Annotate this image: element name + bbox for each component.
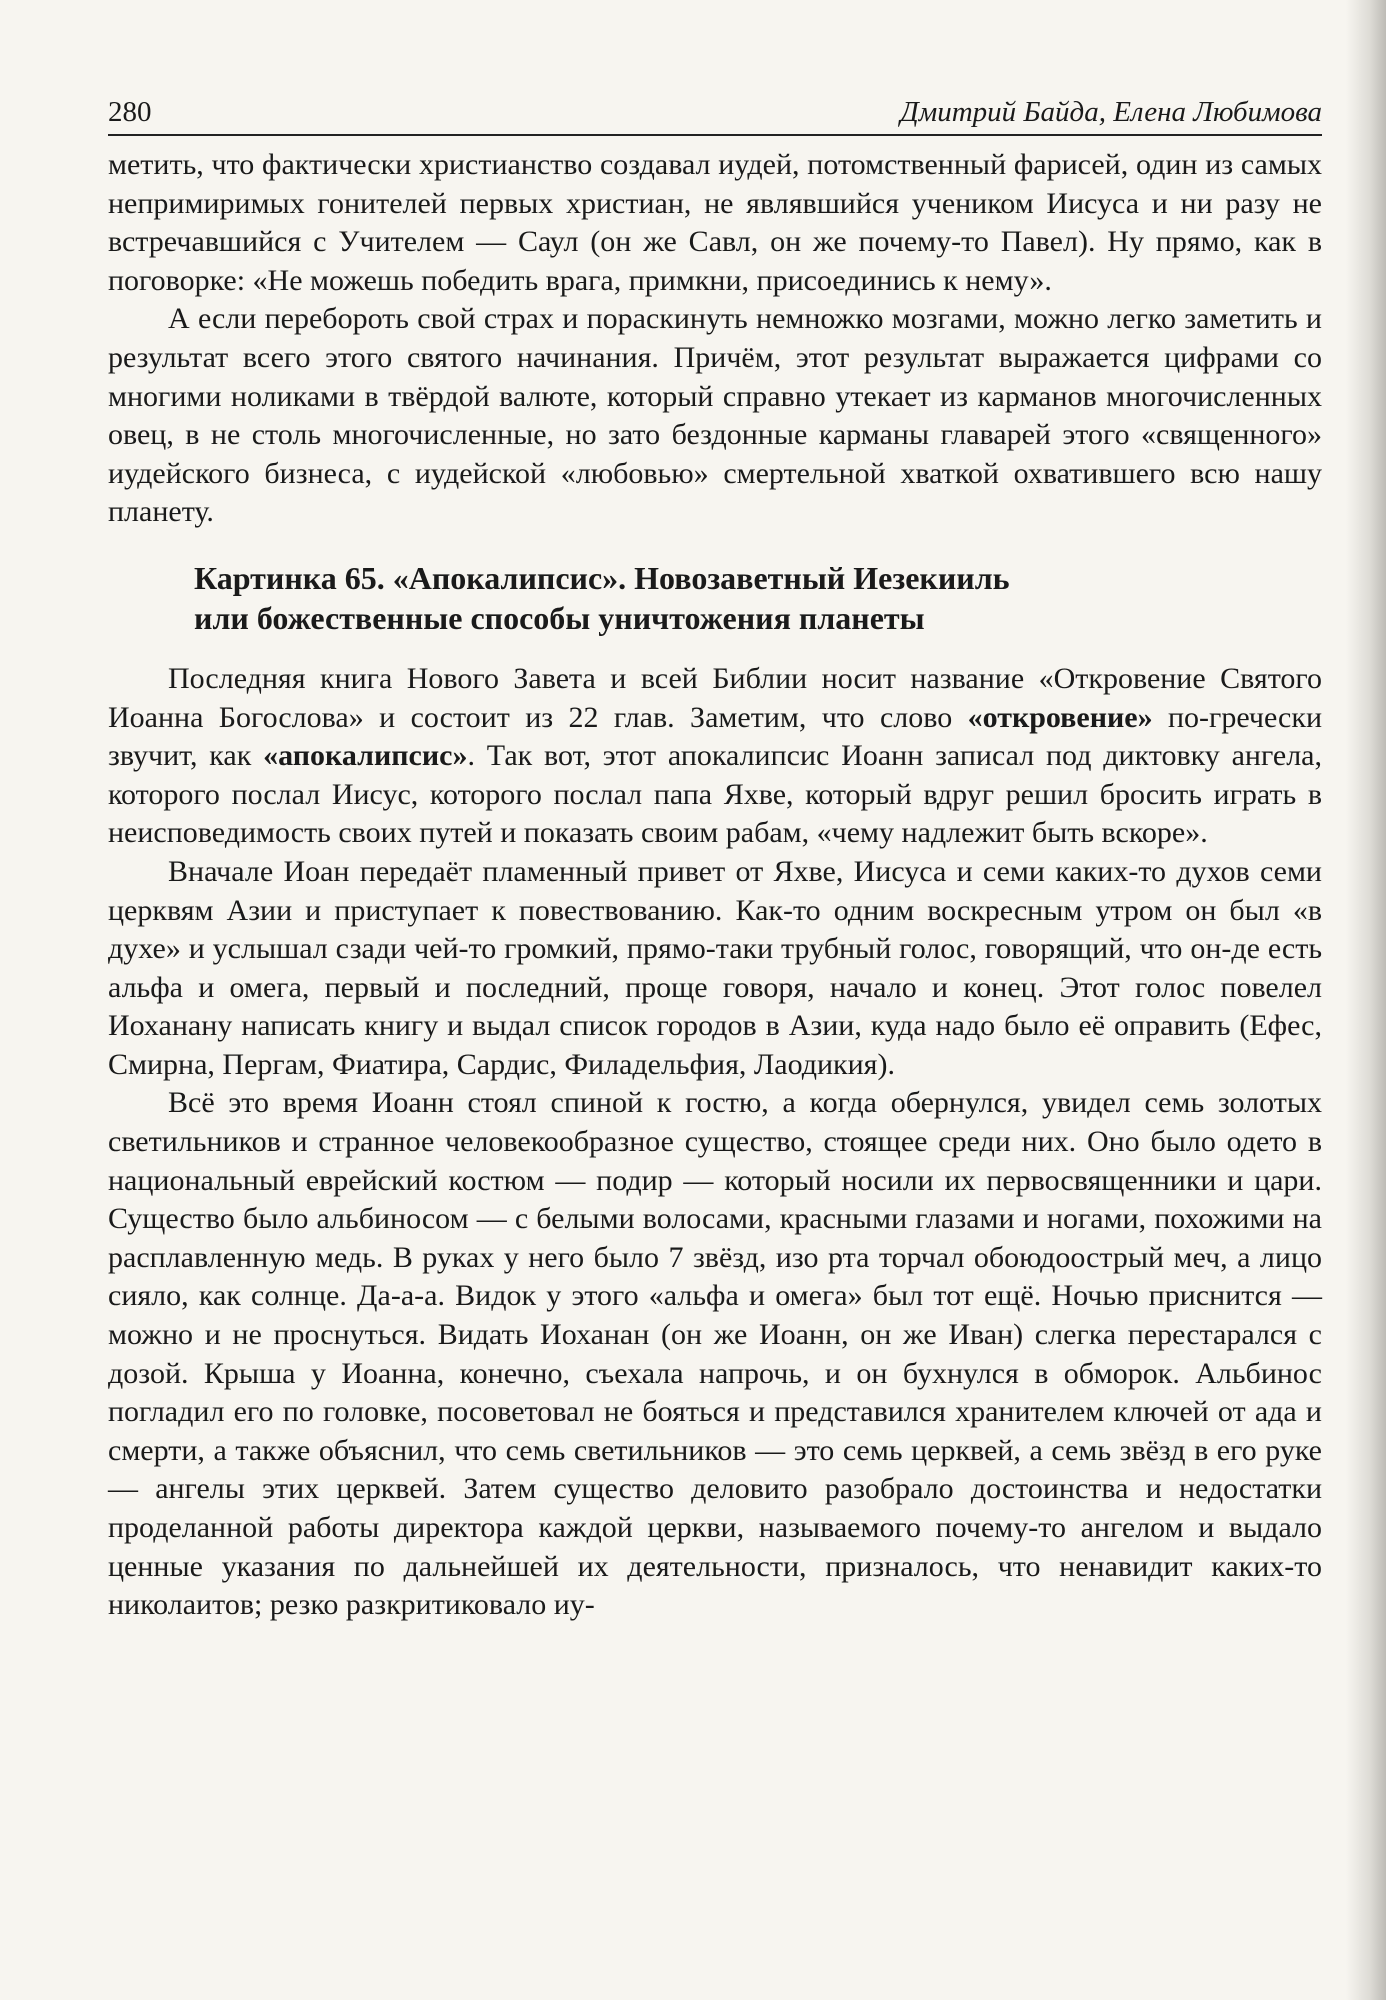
paragraph [108, 660, 1322, 853]
page-body [108, 146, 1322, 1625]
paragraph: Всё это время Иоанн стоял спиной к гостю, а когда обернулся, увидел семь золотых светильников и странное человекообразное существо, стоящее среди них. Оно было одето в национальный еврейский костюм — подир — который носили их первосвященники и цари. Существо было альбиносом — с белыми волосами, красными глазами и ногами, похожими на расплавленную медь. В руках у него было 7 звёзд, изо рта торчал обоюдоострый меч, а лицо сияло, как солнце. Да-а-а. Видок у этого «альфа и омега» был тот ещё. Ночью приснится — можно и не проснуться. Видать Иоханан (он же Иоанн, он же Иван) слегка перестарался с дозой. Крыша у Иоанна, конечно, съехала напрочь, и он бухнулся в обморок. Альбинос погладил его по головке, посоветовал не бояться и представился хранителем ключей от ада и смерти, а также объяснил, что семь светильников — это семь церквей, а семь звёзд в его руке — ангелы этих церквей. Затем существо деловито разобрало достоинства и недостатки проделанной работы директора каждой церкви, называемого почему-то ангелом и выдало ценные указания по дальнейшей их деятельности, призналось, что ненавидит каких-то николаитов; резко разкритиковало иу- [108, 1086, 1322, 1622]
running-head-authors: Дмитрий Байда, Елена Любимова [900, 96, 1322, 128]
paragraph: А если перебороть свой страх и пораскинуть немножко мозгами, можно легко заметить и результат всего этого святого начинания. Причём, этот результат выражается цифрами со многими ноликами в твёрдой валюте, который справно утекает из карманов многочисленных овец, в не столь многочисленные, но зато бездонные карманы главарей этого «священного» иудейского бизнеса, с иудейской «любовью» смертельной хваткой охватившего всю нашу планету. [108, 302, 1322, 529]
page-number: 280 [108, 96, 152, 128]
page-header [108, 92, 1322, 136]
section-heading [108, 558, 1322, 638]
paragraph-text: Последняя книга Нового Завета и всей Библии носит название «Откровение Святого Иоанна Богослова» и состоит из 22 глав. Заметим, что слово [108, 661, 1322, 734]
section-heading-line2: или божественные способы уничтожения планеты [194, 599, 925, 636]
paragraph-text: . Так вот, этот апокалипсис Иоанн записал под диктовку ангела, которого послал Иисус, которого послал папа Яхве, который вдруг решил бросить играть в неисповедимость своих путей и показать своим рабам, «чему надлежит быть вскоре». [108, 739, 1323, 850]
page-edge-shadow [1346, 0, 1386, 2000]
paragraph: Вначале Иоан передаёт пламенный привет от Яхве, Иисуса и семи каких-то духов семи церквям Азии и приступает к повествованию. Как-то одним воскресным утром он был «в духе» и услышал сзади чей-то громкий, прямо-таки трубный голос, говорящий, что он-де есть альфа и омега, первый и последний, проще говоря, начало и конец. Этот голос повелел Иоханану написать книгу и выдал список городов в Азии, куда надо было её оправить (Ефес, Смирна, Пергам, Фиатира, Сардис, Филадельфия, Лаодикия). [108, 854, 1322, 1081]
bold-term-revelation: «откровение» [967, 700, 1153, 734]
bold-term-apocalypse: «апокалипсис» [263, 739, 468, 773]
paragraph-text: по-гречески звучит, как [108, 700, 1322, 773]
paragraph-continued: метить, что фактически христианство создавал иудей, потомственный фарисей, один из самых непримиримых гонителей первых христиан, не являвшийся учеником Иисуса и ни разу не встречавшийся с Учителем — Саул (он же Савл, он же почему-то Павел). Ну прямо, как в поговорке: «Не можешь победить врага, примкни, присоединись к нему». [108, 148, 1322, 297]
section-heading-line1: Картинка 65. «Апокалипсис». Новозаветный Иезекииль [194, 559, 1010, 596]
